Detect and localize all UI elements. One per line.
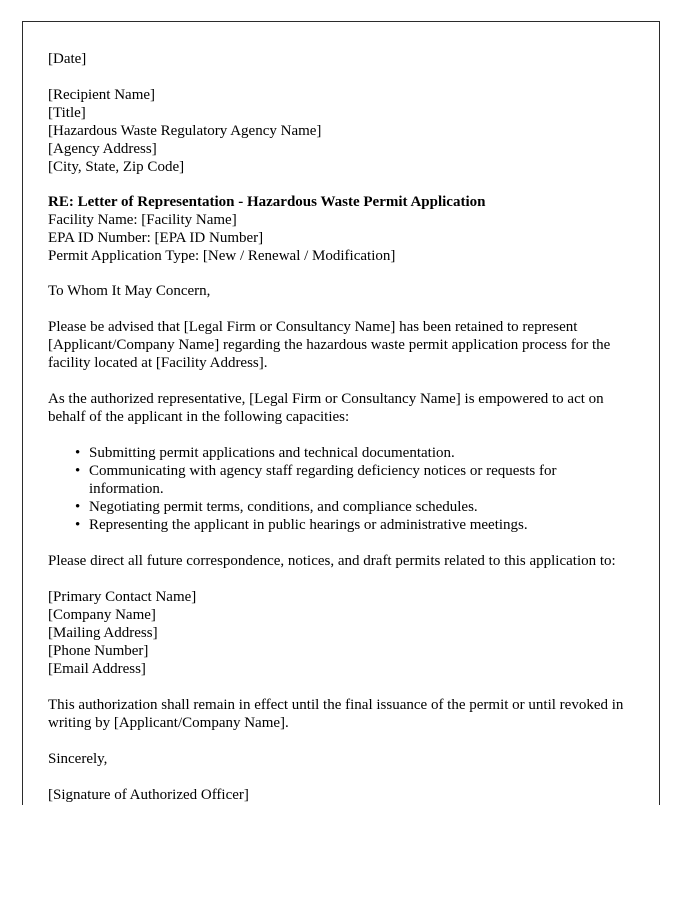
spacer xyxy=(48,68,628,86)
salutation: To Whom It May Concern, xyxy=(48,283,211,299)
recipient-agency-name: [Hazardous Waste Regulatory Agency Name] xyxy=(48,123,322,139)
list-item xyxy=(48,516,628,534)
date-block xyxy=(48,50,628,68)
reference-facility-name: Facility Name: [Facility Name] xyxy=(48,212,237,228)
recipient-city-state-zip: [City, State, Zip Code] xyxy=(48,159,185,175)
subject-heading: RE: Letter of Representation - Hazardous Waste Permit Application xyxy=(48,194,486,210)
paragraph-duration-block xyxy=(48,696,628,732)
paragraph-correspondence: Please direct all future correspondence, notices, and draft permits related to this application to: xyxy=(48,553,616,569)
spacer xyxy=(48,176,628,193)
list-item xyxy=(48,444,628,462)
paragraph-duration: This authorization shall remain in effect until the final issuance of the permit or until revoked in writing by [Applicant/Company Name]. xyxy=(48,697,624,731)
paragraph-correspondence-block xyxy=(48,552,628,570)
contact-company-name: [Company Name] xyxy=(48,607,156,623)
list-item-label: Negotiating permit terms, conditions, and compliance schedules. xyxy=(89,499,478,515)
paragraph-authority: As the authorized representative, [Legal Firm or Consultancy Name] is empowered to act on behalf of the applicant in the following capacities: xyxy=(48,391,604,425)
contact-primary-name: [Primary Contact Name] xyxy=(48,589,197,605)
spacer xyxy=(48,426,628,444)
closing-block xyxy=(48,750,628,768)
signature-block xyxy=(48,786,628,804)
recipient-name: [Recipient Name] xyxy=(48,87,156,103)
recipient-address-block xyxy=(48,86,628,176)
date-placeholder: [Date] xyxy=(48,51,87,67)
bullet-icon: • xyxy=(75,445,81,461)
contact-email-address: [Email Address] xyxy=(48,661,146,677)
bullet-icon: • xyxy=(75,517,81,533)
signature-placeholder: [Signature of Authorized Officer] xyxy=(48,787,249,803)
list-item-label: Communicating with agency staff regarding deficiency notices or requests for information. xyxy=(89,463,557,497)
spacer xyxy=(48,732,628,750)
contact-phone-number: [Phone Number] xyxy=(48,643,149,659)
subject-reference-block xyxy=(48,193,628,265)
recipient-title: [Title] xyxy=(48,105,86,121)
spacer xyxy=(48,372,628,390)
spacer xyxy=(48,534,628,552)
reference-epa-id: EPA ID Number: [EPA ID Number] xyxy=(48,230,264,246)
contact-mailing-address: [Mailing Address] xyxy=(48,625,158,641)
spacer xyxy=(48,300,628,318)
paragraph-authority-block xyxy=(48,390,628,426)
document-page xyxy=(22,21,660,805)
salutation-block xyxy=(48,282,628,300)
letter-body xyxy=(48,50,628,804)
list-item-label: Representing the applicant in public hearings or administrative meetings. xyxy=(89,517,528,533)
list-item-label: Submitting permit applications and technical documentation. xyxy=(89,445,455,461)
spacer xyxy=(48,570,628,588)
list-item xyxy=(48,498,628,516)
spacer xyxy=(48,265,628,282)
bullet-icon: • xyxy=(75,499,81,515)
list-item xyxy=(48,462,628,498)
paragraph-intro: Please be advised that [Legal Firm or Consultancy Name] has been retained to represent [Applicant/Company Name] regarding the hazardous waste permit application process for the facility located at [Facility Address]. xyxy=(48,319,611,371)
spacer xyxy=(48,678,628,696)
closing-salutation: Sincerely, xyxy=(48,751,108,767)
capacities-list xyxy=(48,444,628,534)
contact-block xyxy=(48,588,628,678)
recipient-agency-address: [Agency Address] xyxy=(48,141,157,157)
spacer xyxy=(48,768,628,786)
paragraph-intro-block xyxy=(48,318,628,372)
bullet-icon: • xyxy=(75,463,81,479)
reference-application-type: Permit Application Type: [New / Renewal / Modification] xyxy=(48,248,396,264)
